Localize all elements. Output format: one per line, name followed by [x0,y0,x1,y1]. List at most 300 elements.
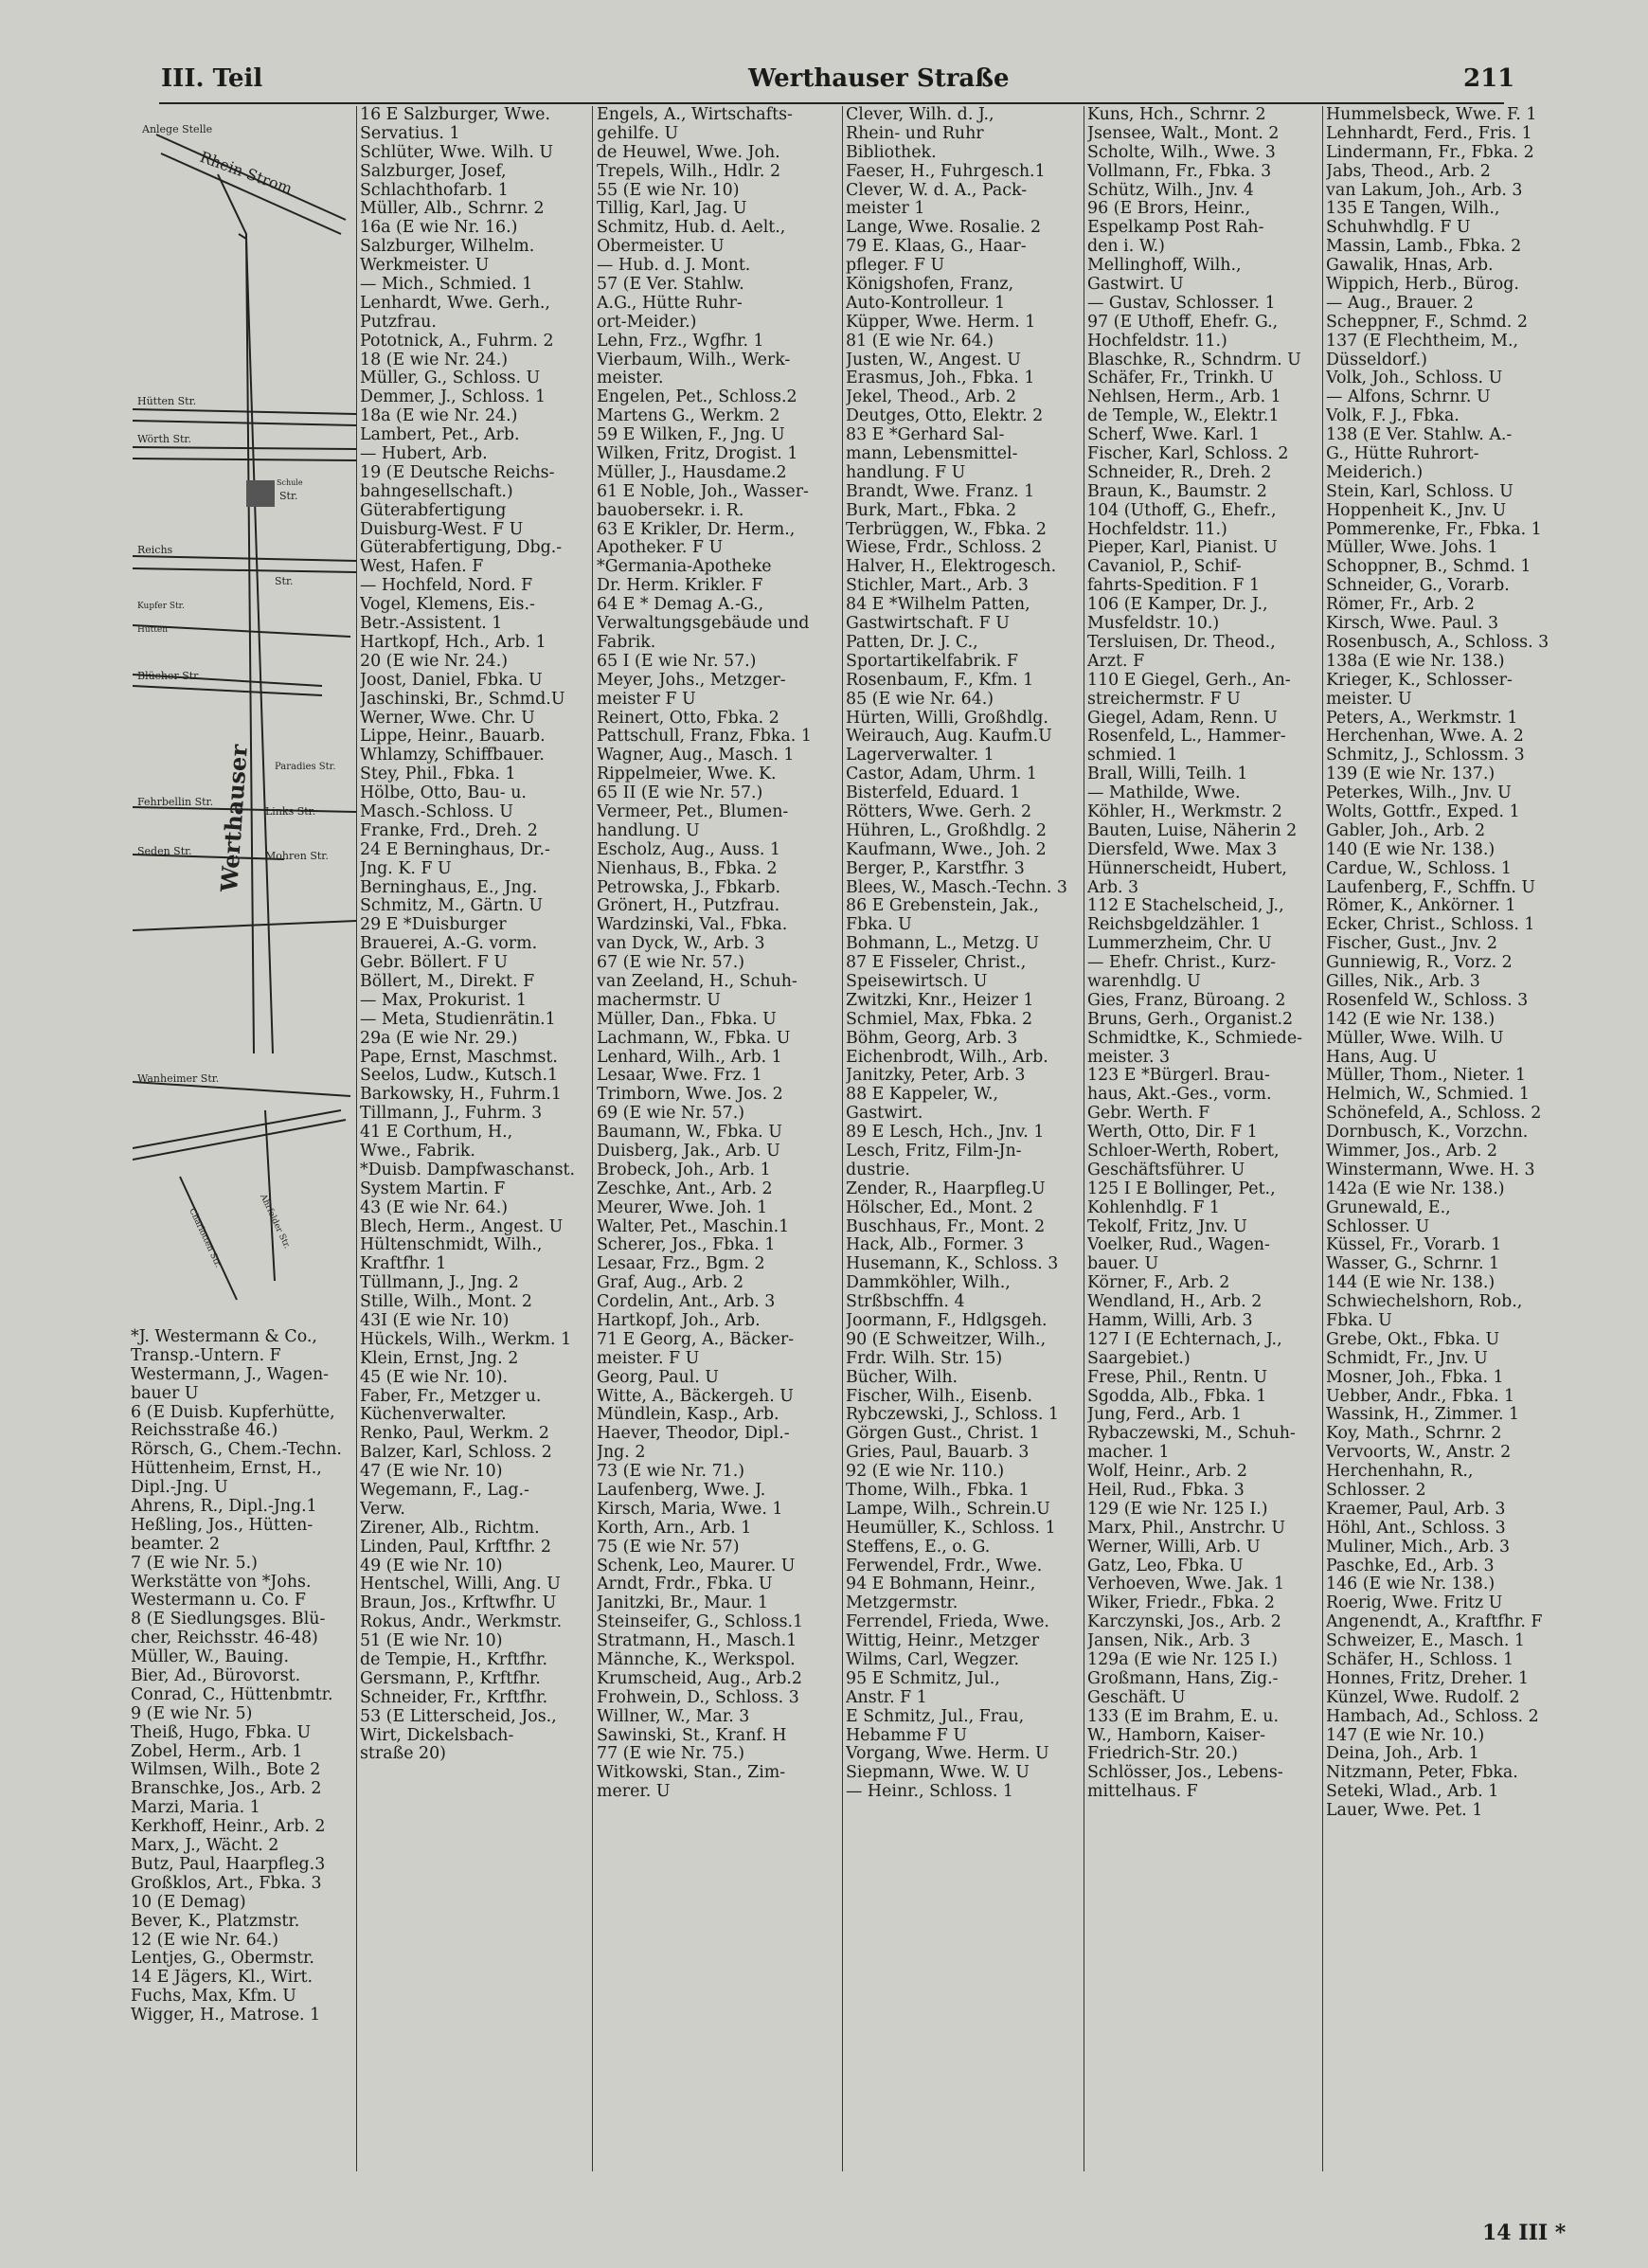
map-rail [133,1110,346,1160]
directory-line: Schmitz, M., Gärtn. U [360,896,543,916]
directory-line: Müller, J., Hausdame.2 [597,462,787,482]
directory-line: Jabs, Theod., Arb. 2 [1326,161,1491,181]
directory-line: Zirener, Alb., Richtm. [360,1518,540,1538]
directory-line: 97 (E Uthoff, Ehefr. G., [1087,312,1279,332]
directory-line: Jansen, Nik., Arb. 3 [1087,1631,1251,1651]
directory-line: E Schmitz, Jul., Frau, [846,1706,1025,1726]
directory-line: 96 (E Brors, Heinr., [1087,199,1251,219]
directory-line: Lachmann, W., Fbka. U [597,1028,791,1048]
directory-line: 87 E Fisseler, Christ., [846,953,1027,973]
directory-line: Wiese, Frdr., Schloss. 2 [846,538,1043,558]
directory-line: Rosenfeld W., Schloss. 3 [1326,990,1529,1010]
directory-line: Massin, Lamb., Fbka. 2 [1326,237,1522,257]
directory-line: Seelos, Ludw., Kutsch.1 [360,1066,559,1086]
directory-line: Lenhard, Wilh., Arb. 1 [597,1047,782,1067]
directory-line: Höhl, Ant., Schloss. 3 [1326,1518,1506,1538]
directory-line: 125 I E Bollinger, Pet., [1087,1179,1276,1198]
directory-line: 24 E Berninghaus, Dr.- [360,839,550,859]
directory-line: Krumscheid, Aug., Arb.2 [597,1668,802,1688]
directory-line: Metzgermstr. [846,1593,958,1613]
directory-line: Zender, R., Haarpfleg.U [846,1179,1046,1198]
directory-line: meister. 3 [1087,1047,1171,1067]
directory-line: Schlüter, Wwe. Wilh. U [360,142,554,162]
directory-line: 51 (E wie Nr. 10) [360,1631,503,1651]
directory-line: 69 (E wie Nr. 57.) [597,1104,745,1124]
directory-line: Mündlein, Kasp., Arb. [597,1405,779,1425]
directory-line: Roerig, Wwe. Fritz U [1326,1593,1503,1613]
directory-line: Rippelmeier, Wwe. K. [597,765,777,784]
directory-line: — Aug., Brauer. 2 [1326,293,1474,313]
directory-line: Hünnerscheidt, Hubert, [1087,858,1287,878]
directory-line: Bücher, Wilh. [846,1367,958,1387]
directory-line: 71 E Georg, A., Bäcker- [597,1329,795,1349]
directory-line: Paschke, Ed., Arb. 3 [1326,1556,1495,1575]
directory-line: Clever, Wilh. d. J., [846,106,994,124]
directory-line: Krieger, K., Schlosser- [1326,670,1513,690]
directory-line: Baumann, W., Fbka. U [597,1123,782,1143]
map-label: Werthauser [215,743,253,893]
directory-line: Lehn, Frz., Wgfhr. 1 [597,331,764,351]
directory-line: Gastwirtschaft. F U [846,614,1010,634]
directory-line: Großmann, Hans, Zig.- [1087,1668,1279,1688]
directory-line: Kohlenhdlg. F 1 [1087,1197,1220,1217]
directory-line: Küssel, Fr., Vorarb. 1 [1326,1235,1502,1255]
directory-line: Marx, J., Wächt. 2 [131,1836,279,1856]
map-label: Schule [277,478,303,487]
directory-line: A.G., Hütte Ruhr- [597,293,743,313]
directory-line: Schoppner, B., Schmd. 1 [1326,557,1532,577]
directory-line: 89 E Lesch, Hch., Jnv. 1 [846,1123,1045,1143]
directory-line: Faeser, H., Fuhrgesch.1 [846,161,1046,181]
directory-line: Meiderich.) [1326,462,1424,482]
directory-line: Janitzky, Peter, Arb. 3 [846,1066,1026,1086]
directory-line: Dr. Herm. Krikler. F [597,576,763,596]
directory-line: Lagerverwalter. 1 [846,746,994,765]
directory-line: 75 (E wie Nr. 57) [597,1537,740,1557]
directory-line: *J. Westermann & Co., [131,1328,317,1346]
directory-line: 57 (E Ver. Stahlw. [597,275,744,295]
directory-line: fahrts-Spedition. F 1 [1087,576,1261,596]
directory-line: Jsensee, Walt., Mont. 2 [1087,123,1280,143]
map-label: Seden Str. [137,845,192,857]
directory-line: mann, Lebensmittel- [846,444,1018,464]
directory-line: Voelker, Rud., Wagen- [1087,1235,1270,1255]
directory-line: 142a (E wie Nr. 138.) [1326,1179,1505,1198]
directory-line: Werkmeister. U [360,256,490,276]
directory-line: Demmer, J., Schloss. 1 [360,387,546,407]
directory-line: Wegemann, F., Lag.- [360,1481,529,1501]
directory-line: Fischer, Wilh., Eisenb. [846,1386,1033,1406]
map-label: Rhein Strom [197,147,296,198]
directory-line: Nitzmann, Peter, Fbka. [1326,1763,1518,1783]
directory-line: Gilles, Nik., Arb. 3 [1326,971,1480,991]
directory-line: Jng. K. F U [360,858,452,878]
directory-line: Mosner, Joh., Fbka. 1 [1326,1367,1504,1387]
directory-line: 129 (E wie Nr. 125 I.) [1087,1499,1268,1519]
directory-line: Hürten, Willi, Großhdlg. [846,708,1048,728]
directory-line: Schmitz, J., Schlossm. 3 [1326,746,1525,765]
directory-line: Hühren, L., Großhdlg. 2 [846,820,1047,840]
street-map [133,106,356,1314]
directory-line: Gunniewig, R., Vorz. 2 [1326,953,1513,973]
column-divider [592,106,593,2171]
directory-line: Deutges, Otto, Elektr. 2 [846,406,1044,426]
directory-line: — Mathilde, Wwe. [1087,783,1241,803]
directory-line: Duisburg-West. F U [360,519,524,539]
directory-line: Whlamzy, Schiffbauer. [360,746,545,765]
page-number: 211 [1463,64,1515,93]
directory-line: Hummelsbeck, Wwe. F. 1 [1326,106,1537,124]
directory-line: Kraftfhr. 1 [360,1254,447,1274]
directory-line: 61 E Noble, Joh., Wasser- [597,481,809,501]
directory-line: Vervoorts, W., Anstr. 2 [1326,1443,1512,1463]
map-label: Reichs [137,544,173,556]
directory-line: Schlachthofarb. 1 [360,180,509,200]
directory-line: Burk, Mart., Fbka. 2 [846,500,1017,520]
directory-line: Butz, Paul, Haarpfleg.3 [131,1854,326,1874]
directory-line: Böllert, M., Direkt. F [360,971,535,991]
directory-line: Herchenhan, Wwe. A. 2 [1326,727,1524,747]
directory-line: Gabler, Joh., Arb. 2 [1326,820,1486,840]
directory-line: Gawalik, Hnas, Arb. [1326,256,1494,276]
directory-line: *Duisb. Dampfwaschanst. [360,1160,576,1179]
directory-line: 41 E Corthum, H., [360,1123,513,1143]
directory-line: Wimmer, Jos., Arb. 2 [1326,1141,1497,1161]
directory-line: Bever, K., Platzmstr. [131,1911,300,1931]
directory-line: Frdr. Wilh. Str. 15) [846,1348,1003,1368]
directory-line: Gastwirt. U [1087,275,1184,295]
directory-line: bahngesellschaft.) [360,481,513,501]
directory-line: Siepmann, Wwe. W. U [846,1763,1030,1783]
directory-line: Hückels, Wilh., Werkm. 1 [360,1329,572,1349]
directory-line: Frese, Phil., Rentn. U [1087,1367,1268,1387]
directory-line: Vollmann, Fr., Fbka. 3 [1087,161,1272,181]
directory-line: Transp.-Untern. F [131,1345,281,1365]
directory-line: Uebber, Andr., Fbka. 1 [1326,1386,1515,1406]
directory-line: meister F U [597,689,696,709]
directory-line: Düsseldorf.) [1326,350,1427,369]
directory-line: Körner, F., Arb. 2 [1087,1273,1230,1293]
directory-line: 112 E Stachelscheid, J., [1087,896,1284,916]
directory-line: 53 (E Litterscheid, Jos., [360,1706,557,1726]
directory-line: Verhoeven, Wwe. Jak. 1 [1087,1575,1285,1594]
directory-line: Kirsch, Maria, Wwe. 1 [597,1499,783,1519]
directory-line: 45 (E wie Nr. 10). [360,1367,509,1387]
directory-line: Peters, A., Werkmstr. 1 [1326,708,1518,728]
directory-line: Lange, Wwe. Rosalie. 2 [846,218,1042,238]
directory-line: Jaschinski, Br., Schmd.U [360,689,565,709]
directory-line: System Martin. F [360,1179,506,1198]
directory-line: machermstr. U [597,990,721,1010]
directory-line: Römer, K., Ankörner. 1 [1326,896,1516,916]
directory-line: 29a (E wie Nr. 29.) [360,1028,518,1048]
directory-line: Salzburger, Josef, [360,161,507,181]
directory-line: Laufenberg, Wwe. J. [597,1481,766,1501]
directory-line: de Temple, W., Elektr.1 [1087,406,1280,426]
directory-line: Grebe, Okt., Fbka. U [1326,1329,1500,1349]
directory-line: Engelen, Pet., Schloss.2 [597,387,797,407]
directory-line: Hochfeldstr. 11.) [1087,519,1227,539]
directory-line: Wittig, Heinr., Metzger [846,1631,1040,1651]
directory-line: Heßling, Jos., Hütten- [131,1515,313,1535]
directory-line: Terbrüggen, W., Fbka. 2 [846,519,1047,539]
directory-line: meister. U [1326,689,1412,709]
directory-line: Lesaar, Wwe. Frz. 1 [597,1066,762,1086]
directory-line: Müller, Wwe. Wilh. U [1326,1028,1504,1048]
directory-line: Blees, W., Masch.-Techn. 3 [846,877,1067,897]
directory-line: Wiker, Friedr., Fbka. 2 [1087,1593,1275,1613]
directory-line: Müller, W., Bauing. [131,1647,290,1667]
directory-line: Gries, Paul, Bauarb. 3 [846,1443,1030,1463]
directory-line: mittelhaus. F [1087,1782,1198,1802]
directory-line: Fischer, Karl, Schloss. 2 [1087,444,1289,464]
directory-line: 12 (E wie Nr. 64.) [131,1930,279,1950]
directory-line: Schloer-Werth, Robert, [1087,1141,1280,1161]
directory-line: Laufenberg, F., Schffn. U [1326,877,1536,897]
directory-line: Reichsbgeldzähler. 1 [1087,915,1262,935]
directory-line: Auto-Kontrolleur. 1 [846,293,1006,313]
directory-line: pfleger. F U [846,256,945,276]
directory-line: Zobel, Herm., Arb. 1 [131,1741,303,1761]
directory-line: Faber, Fr., Metzger u. [360,1386,542,1406]
directory-line: — Gustav, Schlosser. 1 [1087,293,1276,313]
directory-line: Lampe, Wilh., Schrein.U [846,1499,1050,1519]
directory-line: Braun, K., Baumstr. 2 [1087,481,1267,501]
directory-line: 138a (E wie Nr. 138.) [1326,651,1505,671]
directory-line: 84 E *Wilhelm Patten, [846,595,1030,615]
directory-line: Blaschke, R., Schndrm. U [1087,350,1301,369]
directory-line: Römer, Fr., Arb. 2 [1326,595,1475,615]
directory-line: Barkowsky, H., Fuhrm.1 [360,1085,563,1105]
directory-line: Schwiechelshorn, Rob., [1326,1292,1523,1312]
directory-line: Schuhwhdlg. F U [1326,218,1471,238]
header-rule [159,102,1504,104]
directory-line: Buschhaus, Fr., Mont. 2 [846,1216,1046,1236]
column-divider [356,106,357,2171]
directory-line: Gies, Franz, Büroang. 2 [1087,990,1286,1010]
directory-line: Arzt. F [1087,651,1145,671]
directory-line: Masch.-Schloss. U [360,801,513,821]
directory-line: Wippich, Herb., Bürog. [1326,275,1519,295]
directory-line: Saargebiet.) [1087,1348,1191,1368]
directory-line: 6 (E Duisb. Kupferhütte, [131,1402,335,1422]
directory-line: Tersluisen, Dr. Theod., [1087,632,1276,652]
directory-line: Müller, G., Schloss. U [360,369,541,388]
map-label: Hütten Str. [137,395,197,407]
directory-line: Schlösser, Jos., Lebens- [1087,1763,1283,1783]
directory-line: 55 (E wie Nr. 10) [597,180,740,200]
directory-line: 63 E Krikler, Dr. Herm., [597,519,796,539]
directory-line: meister 1 [846,199,925,219]
directory-line: Rosenbaum, F., Kfm. 1 [846,670,1034,690]
directory-line: Lambert, Pet., Arb. [360,425,520,445]
directory-line: Müller, Wwe. Johs. 1 [1326,538,1498,558]
directory-line: 19 (E Deutsche Reichs- [360,462,555,482]
directory-line: 88 E Kappeler, W., [846,1085,998,1105]
directory-line: 67 (E wie Nr. 57.) [597,953,745,973]
directory-line: Scherer, Jos., Fbka. 1 [597,1235,776,1255]
column-6 [1326,106,1553,1821]
directory-line: — Hub. d. J. Mont. [597,256,751,276]
directory-line: Verw. [360,1499,405,1519]
directory-line: Brobeck, Joh., Arb. 1 [597,1160,771,1179]
directory-line: Scheppner, F., Schmd. 2 [1326,312,1528,332]
directory-line: Stichler, Mart., Arb. 3 [846,576,1029,596]
directory-line: Castor, Adam, Uhrm. 1 [846,765,1037,784]
directory-line: — Hochfeld, Nord. F [360,576,533,596]
directory-line: 147 (E wie Nr. 10.) [1326,1725,1485,1745]
directory-line: streichermstr. F U [1087,689,1241,709]
directory-line: Seteki, Wlad., Arb. 1 [1326,1782,1499,1802]
directory-line: Bibliothek. [846,142,937,162]
page-header [0,64,1648,102]
directory-line: Deina, Joh., Arb. 1 [1326,1744,1479,1764]
map-label: Str. [279,490,298,502]
column-4 [846,106,1083,1802]
directory-line: 65 II (E wie Nr. 57.) [597,783,763,803]
directory-line: Lenhardt, Wwe. Gerh., [360,293,550,313]
directory-line: Gebr. Böllert. F U [360,953,509,973]
directory-line: Hebamme F U [846,1725,968,1745]
directory-line: Werkstätte von *Johs. [131,1572,312,1592]
directory-line: Wilms, Carl, Wegzer. [846,1650,1020,1670]
directory-line: Tillig, Karl, Jag. U [597,199,747,219]
directory-line: Cordelin, Ant., Arb. 3 [597,1292,776,1312]
directory-line: Rokus, Andr., Werkmstr. [360,1612,563,1632]
directory-line: Wagner, Aug., Masch. 1 [597,746,795,765]
directory-line: Lippe, Heinr., Bauarb. [360,727,546,747]
directory-line: Ferwendel, Frdr., Wwe. [846,1556,1043,1575]
directory-line: Dornbusch, K., Vorzchn. [1326,1123,1529,1143]
directory-line: cher, Reichsstr. 46-48) [131,1629,318,1648]
map-label: Blücher Str. [137,670,201,682]
directory-line: ort-Meider.) [597,312,697,332]
directory-line: Jng. 2 [597,1443,646,1463]
directory-line: Meurer, Wwe. Joh. 1 [597,1197,768,1217]
directory-line: Bohmann, L., Metzg. U [846,934,1039,954]
directory-line: Schmitz, Hub. d. Aelt., [597,218,786,238]
directory-line: 9 (E wie Nr. 5) [131,1703,253,1723]
directory-line: Frohwein, D., Schloss. 3 [597,1687,799,1707]
directory-line: den i. W.) [1087,237,1165,257]
directory-line: Rosenbusch, A., Schloss. 3 [1326,632,1549,652]
map-label: Anlege Stelle [142,123,213,135]
directory-line: Schneider, G., Vorarb. [1326,576,1510,596]
directory-line: Wolf, Heinr., Arb. 2 [1087,1462,1247,1482]
directory-line: 138 (E Ver. Stahlw. A.- [1326,425,1513,445]
directory-line: Vorgang, Wwe. Herm. U [846,1744,1049,1764]
directory-line: Strßbschffn. 4 [846,1292,965,1312]
column-3 [597,106,841,1802]
directory-line: Männche, K., Werkspol. [597,1650,796,1670]
directory-line: handlung. F U [846,462,966,482]
directory-line: Stey, Phil., Fbka. 1 [360,765,516,784]
directory-line: Servatius. 1 [360,123,460,143]
directory-line: 92 (E wie Nr. 110.) [846,1462,1005,1482]
directory-line: Grönert, H., Putzfrau. [597,896,780,916]
directory-line: Fischer, Gust., Jnv. 2 [1326,934,1497,954]
page-signature: 14 III * [1482,2221,1567,2245]
directory-line: Pape, Ernst, Maschmst. [360,1047,558,1067]
directory-line: Cavaniol, P., Schif- [1087,557,1242,577]
directory-line: Rörsch, G., Chem.-Techn. [131,1440,342,1460]
directory-line: Lentjes, G., Obermstr. [131,1949,314,1969]
directory-line: Eichenbrodt, Wilh., Arb. [846,1047,1048,1067]
directory-line: Lehnhardt, Ferd., Fris. 1 [1326,123,1532,143]
directory-line: Balzer, Karl, Schloss. 2 [360,1443,552,1463]
directory-line: Köhler, H., Werkmstr. 2 [1087,801,1282,821]
directory-line: Espelkamp Post Rah- [1087,218,1264,238]
directory-line: van Zeeland, H., Schuh- [597,971,797,991]
directory-line: de Tempie, H., Krftfhr. [360,1650,548,1670]
directory-line: Salzburger, Wilhelm. [360,237,535,257]
directory-line: Lesaar, Frz., Bgm. 2 [597,1254,765,1274]
directory-line: Schneider, Fr., Krftfhr. [360,1687,548,1707]
directory-line: Schäfer, Fr., Trinkh. U [1087,369,1274,388]
directory-line: Volk, Joh., Schloss. U [1326,369,1503,388]
directory-line: Joost, Daniel, Fbka. U [360,670,543,690]
directory-line: W., Hamborn, Kaiser- [1087,1725,1265,1745]
directory-line: — Hubert, Arb. [360,444,488,464]
directory-line: Branschke, Jos., Arb. 2 [131,1779,322,1799]
directory-line: handlung. U [597,820,700,840]
directory-line: straße 20) [360,1744,446,1764]
column-1 [131,1328,356,2025]
column-5 [1087,106,1319,1802]
directory-line: Diersfeld, Wwe. Max 3 [1087,839,1278,859]
map-label: Kupfer Str. [137,602,185,611]
column-2 [360,106,589,1764]
directory-line: Friedrich-Str. 20.) [1087,1744,1238,1764]
directory-line: Dammköhler, Wilh., [846,1273,1011,1293]
directory-line: Schlosser. U [1326,1216,1430,1236]
directory-line: Nehlsen, Herm., Arb. 1 [1087,387,1281,407]
directory-line: Vermeer, Pet., Blumen- [597,801,789,821]
directory-line: Rhein- und Ruhr [846,123,984,143]
directory-line: Pototnick, A., Fuhrm. 2 [360,331,554,351]
directory-line: 135 E Tangen, Wilh., [1326,199,1500,219]
directory-line: 29 E *Duisburger [360,915,507,935]
directory-line: Schenk, Leo, Maurer. U [597,1556,796,1575]
directory-line: dustrie. [846,1160,910,1179]
directory-line: Zeschke, Ant., Arb. 2 [597,1179,773,1198]
directory-line: Herchenhahn, R., [1326,1462,1474,1482]
directory-line: meister. [597,369,664,388]
directory-line: Schäfer, H., Schloss. 1 [1326,1650,1514,1670]
directory-line: Böhm, Georg, Arb. 3 [846,1028,1018,1048]
directory-line: Stille, Wilh., Mont. 2 [360,1292,532,1312]
directory-line: Hentschel, Willi, Ang. U [360,1575,561,1594]
directory-line: Sportartikelfabrik. F [846,651,1018,671]
directory-line: Witte, A., Bäckergeh. U [597,1386,794,1406]
directory-line: 49 (E wie Nr. 10) [360,1556,503,1575]
directory-line: bauer U [131,1383,199,1403]
directory-line: Reinert, Otto, Fbka. 2 [597,708,779,728]
directory-line: 106 (E Kamper, Dr. J., [1087,595,1268,615]
directory-line: gehilfe. U [597,123,679,143]
directory-line: — Alfons, Schrnr. U [1326,387,1491,407]
directory-line: Hochfeldstr. 11.) [1087,331,1227,351]
directory-line: 129a (E wie Nr. 125 I.) [1087,1650,1278,1670]
directory-line: Duisberg, Jak., Arb. U [597,1141,780,1161]
directory-line: Görgen Gust., Christ. 1 [846,1424,1040,1444]
directory-line: Brall, Willi, Teilh. 1 [1087,765,1248,784]
directory-line: Hartkopf, Joh., Arb. [597,1311,761,1330]
directory-line: Patten, Dr. J. C., [846,632,978,652]
directory-line: Renko, Paul, Werkm. 2 [360,1424,549,1444]
directory-line: Gebr. Werth. F [1087,1104,1210,1124]
directory-line: Westermann u. Co. F [131,1591,306,1611]
